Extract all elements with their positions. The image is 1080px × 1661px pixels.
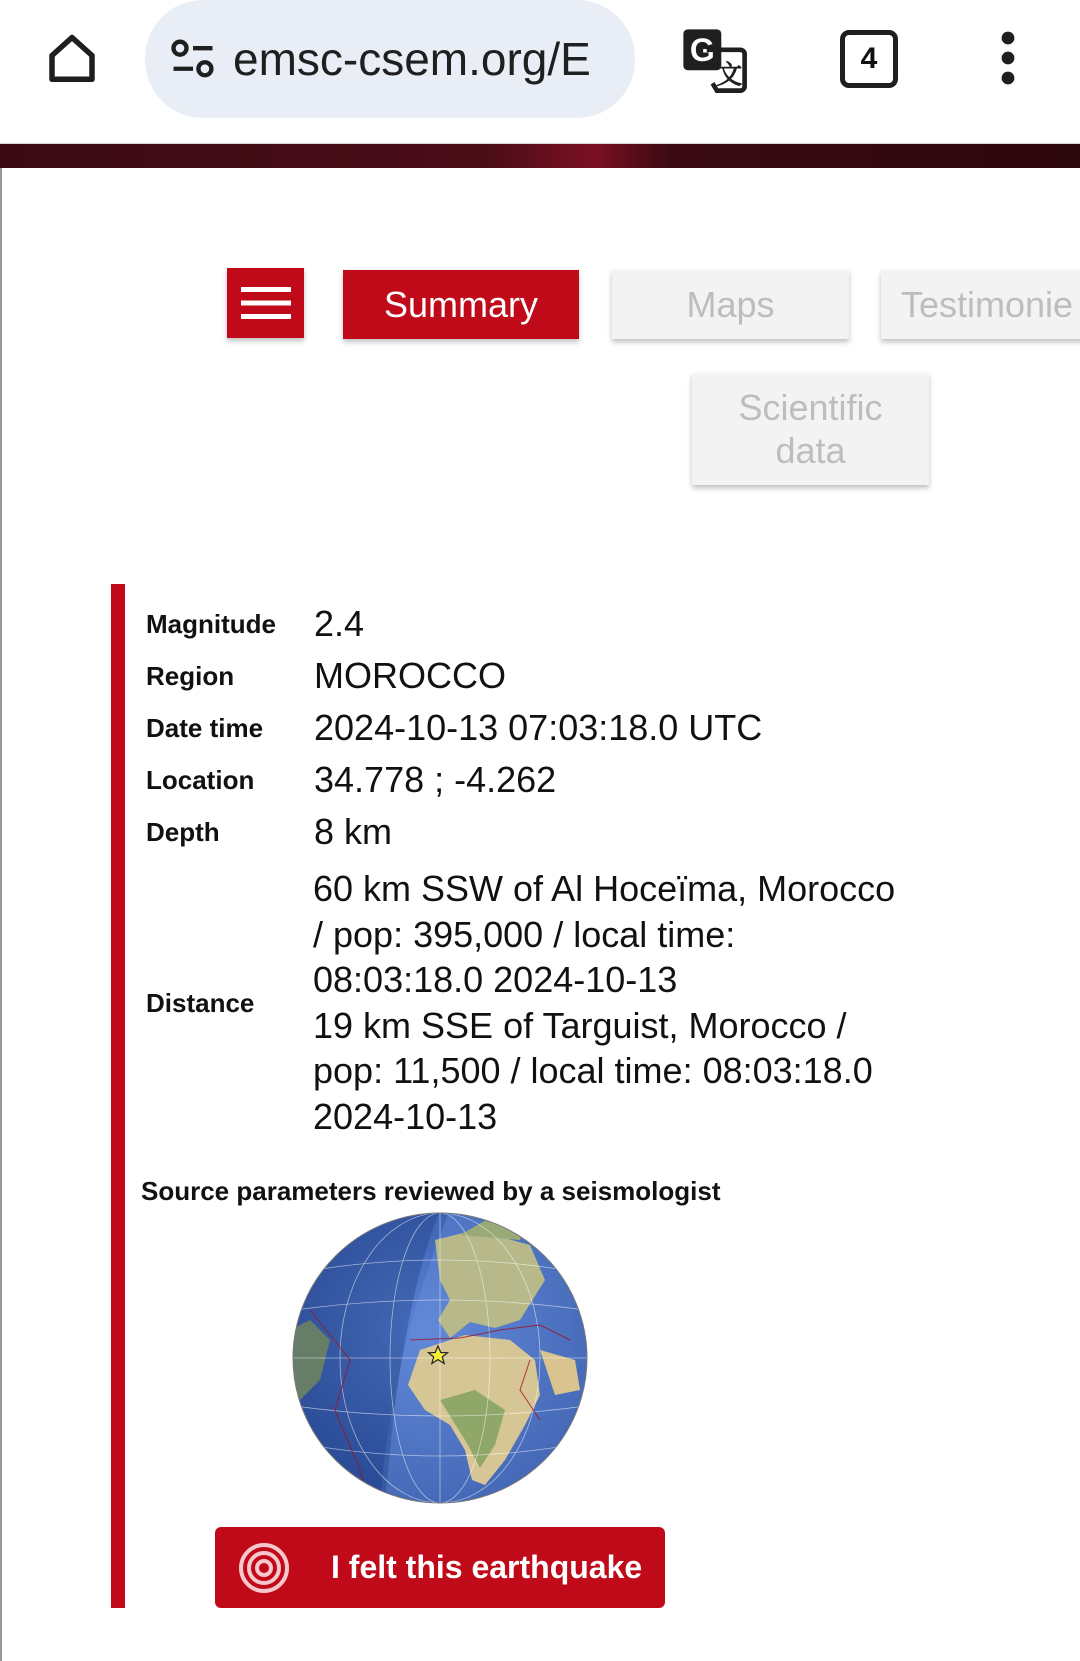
tab-testimonies[interactable]: Testimonie — [881, 270, 1080, 339]
region-label: Region — [146, 660, 235, 691]
distance-line: / pop: 395,000 / local time: — [313, 913, 736, 955]
felt-earthquake-label: I felt this earthquake — [331, 1549, 643, 1585]
tab-scientific-line1: Scientific — [738, 387, 883, 428]
site-settings-icon[interactable] — [167, 33, 219, 85]
felt-earthquake-button[interactable] — [215, 1527, 665, 1608]
tab-switcher-icon[interactable] — [834, 24, 904, 94]
distance-label: Distance — [146, 988, 255, 1018]
datetime-label: Date time — [146, 712, 264, 743]
site-banner — [0, 144, 1080, 168]
region-value: MOROCCO — [314, 655, 506, 696]
epicenter-globe-map[interactable] — [290, 1210, 590, 1506]
depth-label: Depth — [146, 816, 220, 847]
depth-value: 8 km — [314, 811, 393, 852]
depth-row — [146, 811, 392, 853]
tab-maps[interactable]: Maps — [612, 270, 849, 339]
panel-accent-bar — [111, 584, 125, 1608]
url-text: emsc-csem.org/E — [233, 33, 591, 85]
location-row — [146, 759, 556, 801]
tab-count: 4 — [840, 30, 898, 88]
datetime-value: 2024-10-13 07:03:18.0 UTC — [314, 707, 763, 748]
more-options-icon[interactable] — [978, 22, 1038, 94]
datetime-row — [146, 707, 762, 749]
browser-toolbar — [0, 0, 1080, 145]
translate-icon[interactable] — [676, 22, 752, 98]
tab-scientific-data[interactable] — [692, 373, 929, 485]
svg-text:文: 文 — [716, 59, 743, 90]
reviewed-note: Source parameters reviewed by a seismologist — [141, 1176, 721, 1206]
distance-line: 60 km SSW of Al Hoceïma, Morocco — [313, 868, 896, 909]
home-icon[interactable] — [36, 22, 108, 94]
distance-line: 2024-10-13 — [313, 1095, 498, 1137]
address-bar[interactable] — [145, 0, 635, 118]
distance-values — [313, 866, 953, 1139]
seismic-waves-icon — [237, 1541, 291, 1595]
hamburger-menu-button[interactable] — [227, 268, 304, 338]
region-row — [146, 655, 506, 697]
magnitude-value: 2.4 — [314, 603, 365, 644]
svg-text:G: G — [689, 31, 715, 68]
distance-line: 19 km SSE of Targuist, Morocco / — [313, 1004, 847, 1046]
tab-scientific-line2: data — [775, 430, 846, 471]
location-label: Location — [146, 764, 255, 795]
distance-line: pop: 11,500 / local time: 08:03:18.0 — [313, 1050, 873, 1091]
distance-line: 08:03:18.0 2024-10-13 — [313, 959, 678, 1000]
hamburger-icon — [241, 283, 291, 323]
location-value: 34.778 ; -4.262 — [314, 759, 557, 800]
page-edge — [0, 168, 2, 1661]
tab-summary[interactable]: Summary — [343, 270, 579, 339]
magnitude-row — [146, 603, 364, 645]
magnitude-label: Magnitude — [146, 608, 276, 639]
